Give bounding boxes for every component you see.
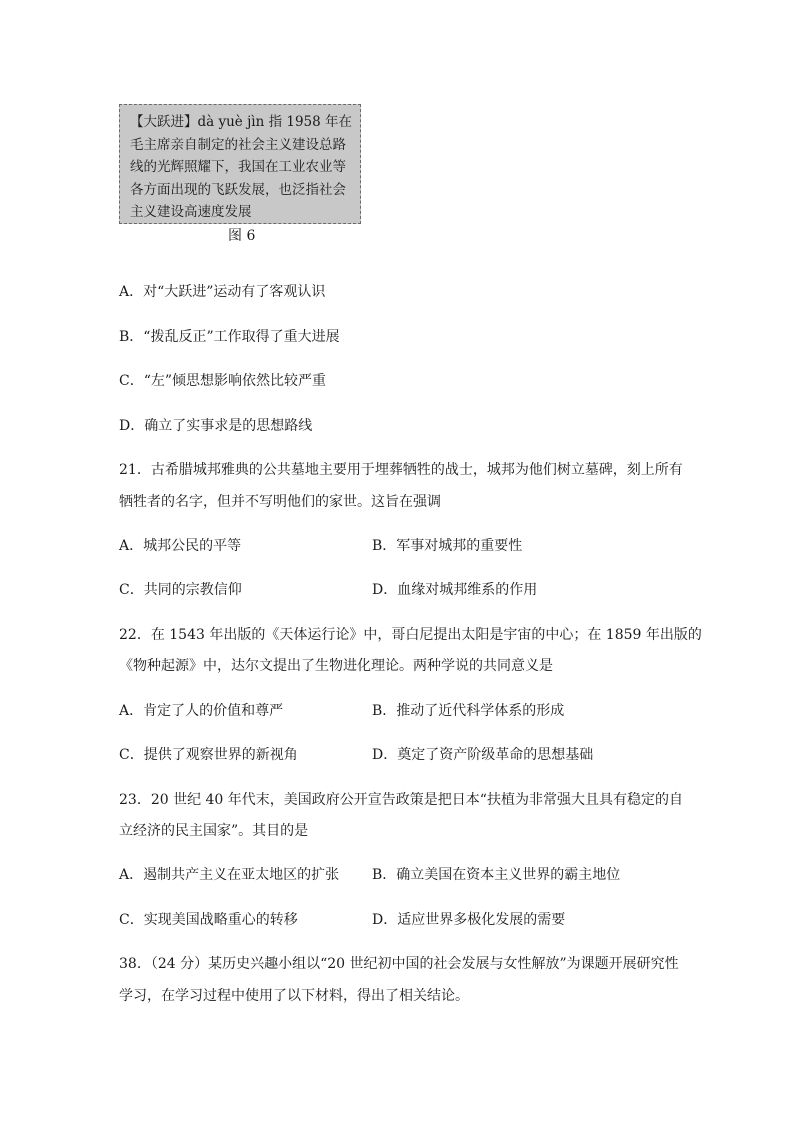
q21-option-b: B．军事对城邦的重要性 xyxy=(372,538,523,554)
q22-stem-line1: 22．在 1543 年出版的《天体运行论》中，哥白尼提出太阳是宇宙的中心；在 1859 年出版的 xyxy=(119,627,702,643)
q22-option-b: B．推动了近代科学体系的形成 xyxy=(372,703,565,719)
q20-option-a: A．对“大跃进”运动有了客观认识 xyxy=(119,284,326,300)
q22-stem-line2: 《物种起源》中，达尔文提出了生物进化理论。两种学说的共同意义是 xyxy=(119,658,553,674)
q23-stem-line1: 23．20 世纪 40 年代末，美国政府公开宣告政策是把日本“扶植为非常强大且具有稳定的自 xyxy=(119,792,683,808)
q22-option-a: A．肯定了人的价值和尊严 xyxy=(119,703,284,719)
figure-6-text: 【大跃进】dà yuè jìn 指 1958 年在毛主席亲自制定的社会主义建设总路线的光辉照耀下，我国在工业农业等各方面出现的飞跃发展，也泛指社会主义建设高速度发展 xyxy=(130,114,353,220)
q22-option-d: D．奠定了资产阶级革命的思想基础 xyxy=(372,747,594,763)
q22-option-c: C．提供了观察世界的新视角 xyxy=(119,747,298,763)
q21-option-c: C．共同的宗教信仰 xyxy=(119,582,242,598)
q23-option-b: B．确立美国在资本主义世界的霸主地位 xyxy=(372,867,621,883)
q21-option-d: D．血缘对城邦维系的作用 xyxy=(372,582,538,598)
figure-6-textbox xyxy=(119,104,361,224)
q20-option-b: B．“拨乱反正”工作取得了重大进展 xyxy=(119,329,340,345)
q21-stem-line1: 21．古希腊城邦雅典的公共墓地主要用于埋葬牺牲的战士，城邦为他们树立墓碑，刻上所有 xyxy=(119,462,683,478)
q23-option-c: C．实现美国战略重心的转移 xyxy=(119,912,298,928)
q21-stem-line2: 牺牲者的名字，但并不写明他们的家世。这旨在强调 xyxy=(119,494,441,510)
q23-option-a: A．遏制共产主义在亚太地区的扩张 xyxy=(119,867,340,883)
q38-stem-line2: 学习，在学习过程中使用了以下材料，得出了相关结论。 xyxy=(119,988,469,1004)
q38-stem-line1: 38．（24 分）某历史兴趣小组以“20 世纪初中国的社会发展与女性解放”为课题开展研究性 xyxy=(119,956,679,972)
q23-stem-line2: 立经济的民主国家”。其目的是 xyxy=(119,823,309,839)
q23-option-d: D．适应世界多极化发展的需要 xyxy=(372,912,566,928)
figure-caption: 图 6 xyxy=(228,228,256,244)
q21-option-a: A．城邦公民的平等 xyxy=(119,538,242,554)
q20-option-c: C．“左”倾思想影响依然比较严重 xyxy=(119,373,327,389)
q20-option-d: D．确立了实事求是的思想路线 xyxy=(119,418,313,434)
